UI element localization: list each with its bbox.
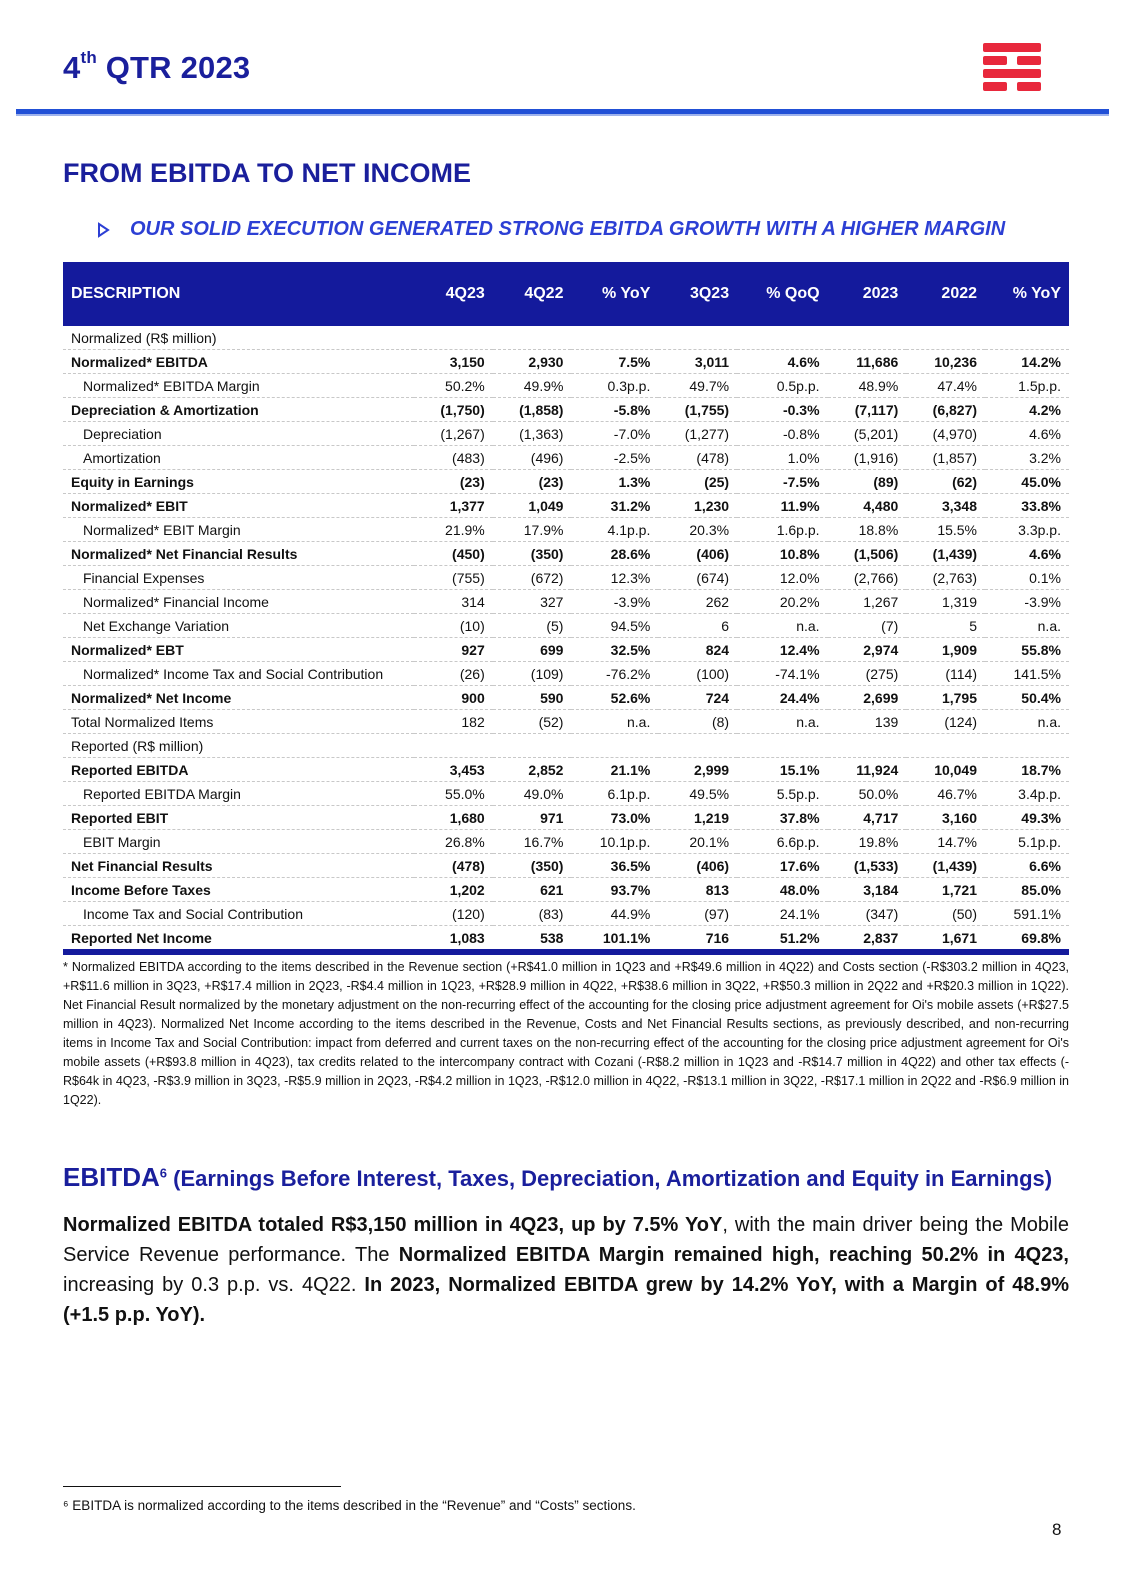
- table-cell: 2,999: [658, 758, 737, 782]
- table-cell: 10.8%: [737, 542, 827, 566]
- table-cell: 141.5%: [985, 662, 1069, 686]
- table-cell: (483): [414, 446, 493, 470]
- row-label: Normalized* EBITDA Margin: [63, 374, 414, 398]
- table-cell: 14.2%: [985, 350, 1069, 374]
- table-cell: 11,924: [828, 758, 907, 782]
- table-cell: 824: [658, 638, 737, 662]
- table-cell: 49.3%: [985, 806, 1069, 830]
- table-row: [63, 686, 1069, 710]
- row-label: Normalized* Income Tax and Social Contribution: [63, 662, 414, 686]
- table-row: [63, 422, 1069, 446]
- table-cell: (672): [493, 566, 572, 590]
- table-cell: 36.5%: [571, 854, 658, 878]
- table-cell: 699: [493, 638, 572, 662]
- table-cell: 49.0%: [493, 782, 572, 806]
- table-cell: n.a.: [571, 710, 658, 734]
- highlight-bullet: [96, 218, 1005, 241]
- table-cell: 327: [493, 590, 572, 614]
- table-cell: 1,721: [906, 878, 985, 902]
- table-cell: 4.1p.p.: [571, 518, 658, 542]
- table-cell: 1.6p.p.: [737, 518, 827, 542]
- table-cell: 139: [828, 710, 907, 734]
- table-cell: -3.9%: [571, 590, 658, 614]
- page-number: 8: [1052, 1520, 1062, 1539]
- table-cell: (1,277): [658, 422, 737, 446]
- table-cell: 2,699: [828, 686, 907, 710]
- row-label: Reported EBITDA Margin: [63, 782, 414, 806]
- row-label: Normalized* Financial Income: [63, 590, 414, 614]
- table-cell: n.a.: [737, 614, 827, 638]
- table-cell: 2,837: [828, 926, 907, 953]
- table-cell: 1,083: [414, 926, 493, 953]
- table-cell: 48.0%: [737, 878, 827, 902]
- table-cell: (350): [493, 542, 572, 566]
- table-cell: [571, 326, 658, 350]
- table-row: [63, 542, 1069, 566]
- table-row: [63, 398, 1069, 422]
- table-cell: 49.7%: [658, 374, 737, 398]
- table-cell: 1,795: [906, 686, 985, 710]
- table-cell: 12.0%: [737, 566, 827, 590]
- table-cell: 24.1%: [737, 902, 827, 926]
- table-row: [63, 662, 1069, 686]
- table-row: [63, 902, 1069, 926]
- table-cell: 5.5p.p.: [737, 782, 827, 806]
- table-cell: 10,049: [906, 758, 985, 782]
- ebitda-section-title: EBITDA$^6$ (Earnings Before Interest, Taxes, Depreciation, Amortization and Equity in Earnings): [63, 1162, 1053, 1192]
- table-cell: 1,202: [414, 878, 493, 902]
- table-cell: 19.8%: [828, 830, 907, 854]
- table-cell: (755): [414, 566, 493, 590]
- table-cell: n.a.: [737, 710, 827, 734]
- chevron-right-icon: [96, 222, 112, 238]
- table-cell: 10,236: [906, 350, 985, 374]
- table-cell: 21.9%: [414, 518, 493, 542]
- table-row: [63, 374, 1069, 398]
- table-cell: 1,230: [658, 494, 737, 518]
- table-cell: 18.7%: [985, 758, 1069, 782]
- table-cell: n.a.: [985, 710, 1069, 734]
- table-cell: 1.5p.p.: [985, 374, 1069, 398]
- table-cell: (23): [414, 470, 493, 494]
- table-cell: 971: [493, 806, 572, 830]
- table-cell: (7,117): [828, 398, 907, 422]
- table-cell: 3.3p.p.: [985, 518, 1069, 542]
- table-cell: 15.5%: [906, 518, 985, 542]
- table-cell: 6.6%: [985, 854, 1069, 878]
- table-cell: [414, 326, 493, 350]
- table-cell: 69.8%: [985, 926, 1069, 953]
- table-cell: (450): [414, 542, 493, 566]
- table-cell: (1,267): [414, 422, 493, 446]
- row-label: Reported (R$ million): [63, 734, 414, 758]
- table-cell: (1,506): [828, 542, 907, 566]
- table-cell: 10.1p.p.: [571, 830, 658, 854]
- table-cell: (478): [658, 446, 737, 470]
- table-cell: 2,930: [493, 350, 572, 374]
- row-label: Total Normalized Items: [63, 710, 414, 734]
- table-cell: (83): [493, 902, 572, 926]
- table-cell: 18.8%: [828, 518, 907, 542]
- table-cell: 47.4%: [906, 374, 985, 398]
- table-cell: 4.6%: [737, 350, 827, 374]
- table-cell: (347): [828, 902, 907, 926]
- table-footnote: * Normalized EBITDA according to the items described in the Revenue section (+R$41.0 million in 1Q23 and +R$49.6 million in 4Q22) and Costs section (-R$303.2 million in 4Q23, +R$11.6 million in 3Q23, +R$17.4 million in 2Q23, -R$4.4 million in 1Q23, +R$28.9 million in 4Q22, +R$38.6 million in 3Q22, +R$50.3 million in 2Q22 and +R$20.3 million in 1Q22). Net Financial Result normalized by the monetary adjustment on the non-recurring effect of the accounting for the closing price adjustment agreement for Oi's mobile assets (+R$27.5 million in 4Q23). Normalized Net Income according to the items described in the Revenue, Costs and Net Financial Results sections, as previously described, and non-recurring items in Income Tax and Social Contribution: impact from deferred and current taxes on the non-recurring effect of the accounting for the closing price adjustment agreement for Oi's mobile assets (+R$93.8 million in 4Q23), tax credits related to the intercompany contract with Cozani (-R$8.2 million in 1Q23 and -R$14.7 million in 4Q22) and other tax effects (-R$64k in 4Q23, -R$3.9 million in 3Q23, -R$5.9 million in 2Q23, -R$4.2 million in 1Q23, -R$12.0 million in 4Q22, -R$13.1 million in 3Q22, -R$17.1 million in 2Q22 and -R$6.9 million in 1Q22).: [63, 960, 1069, 1107]
- table-cell: 37.8%: [737, 806, 827, 830]
- row-label: Net Financial Results: [63, 854, 414, 878]
- table-cell: [737, 734, 827, 758]
- table-cell: 3,348: [906, 494, 985, 518]
- table-cell: [658, 734, 737, 758]
- table-cell: -74.1%: [737, 662, 827, 686]
- table-cell: [658, 326, 737, 350]
- table-header-row: [63, 262, 1069, 326]
- table-cell: [493, 734, 572, 758]
- table-cell: (406): [658, 542, 737, 566]
- table-cell: 6.6p.p.: [737, 830, 827, 854]
- table-cell: 31.2%: [571, 494, 658, 518]
- table-row: [63, 926, 1069, 953]
- report-period-title: 4th QTR 2023: [63, 47, 251, 85]
- table-cell: (7): [828, 614, 907, 638]
- table-cell: -7.0%: [571, 422, 658, 446]
- ebitda-to-net-income-table: [63, 262, 1069, 955]
- table-cell: (674): [658, 566, 737, 590]
- table-cell: 3,160: [906, 806, 985, 830]
- table-cell: [985, 734, 1069, 758]
- table-cell: (89): [828, 470, 907, 494]
- table-row: [63, 350, 1069, 374]
- table-cell: 5: [906, 614, 985, 638]
- table-cell: 15.1%: [737, 758, 827, 782]
- column-header: 4Q23: [414, 262, 493, 326]
- table-cell: 20.1%: [658, 830, 737, 854]
- table-cell: (109): [493, 662, 572, 686]
- table-cell: 6: [658, 614, 737, 638]
- table-cell: 0.1%: [985, 566, 1069, 590]
- table-row: [63, 710, 1069, 734]
- table-cell: (25): [658, 470, 737, 494]
- table-cell: (275): [828, 662, 907, 686]
- table-cell: 590: [493, 686, 572, 710]
- column-header: 2023: [828, 262, 907, 326]
- table-cell: -0.3%: [737, 398, 827, 422]
- table-cell: 900: [414, 686, 493, 710]
- table-cell: 48.9%: [828, 374, 907, 398]
- table-cell: (1,533): [828, 854, 907, 878]
- table-cell: (52): [493, 710, 572, 734]
- table-cell: 724: [658, 686, 737, 710]
- table-cell: (6,827): [906, 398, 985, 422]
- table-cell: 20.3%: [658, 518, 737, 542]
- table-cell: 538: [493, 926, 572, 953]
- table-cell: (23): [493, 470, 572, 494]
- table-cell: 4,717: [828, 806, 907, 830]
- page-footnote: ⁶ EBITDA is normalized according to the items described in the “Revenue” and “Costs” sections.: [63, 1498, 636, 1513]
- table-row: [63, 614, 1069, 638]
- table-cell: [571, 734, 658, 758]
- section-row: [63, 734, 1069, 758]
- section-row: [63, 326, 1069, 350]
- table-cell: [906, 326, 985, 350]
- table-cell: 4.6%: [985, 422, 1069, 446]
- row-label: Normalized* EBIT: [63, 494, 414, 518]
- row-label: Normalized* EBT: [63, 638, 414, 662]
- table-cell: 314: [414, 590, 493, 614]
- table-cell: (2,763): [906, 566, 985, 590]
- column-header: % QoQ: [737, 262, 827, 326]
- table-cell: 46.7%: [906, 782, 985, 806]
- column-header: % YoY: [985, 262, 1069, 326]
- table-cell: [985, 326, 1069, 350]
- table-cell: 1,049: [493, 494, 572, 518]
- table-cell: (62): [906, 470, 985, 494]
- table-cell: 101.1%: [571, 926, 658, 953]
- row-label: Normalized* EBIT Margin: [63, 518, 414, 542]
- column-header: 3Q23: [658, 262, 737, 326]
- table-cell: 21.1%: [571, 758, 658, 782]
- table-cell: 2,974: [828, 638, 907, 662]
- row-label: EBIT Margin: [63, 830, 414, 854]
- table-cell: (26): [414, 662, 493, 686]
- table-row: [63, 518, 1069, 542]
- table-row: [63, 470, 1069, 494]
- table-cell: (50): [906, 902, 985, 926]
- table-cell: 3,453: [414, 758, 493, 782]
- table-cell: -7.5%: [737, 470, 827, 494]
- row-label: Normalized* Net Financial Results: [63, 542, 414, 566]
- table-row: [63, 638, 1069, 662]
- highlight-text: OUR SOLID EXECUTION GENERATED STRONG EBITDA GROWTH WITH A HIGHER MARGIN: [130, 218, 1006, 240]
- table-cell: -76.2%: [571, 662, 658, 686]
- table-cell: (478): [414, 854, 493, 878]
- table-cell: (1,755): [658, 398, 737, 422]
- row-label: Normalized* Net Income: [63, 686, 414, 710]
- table-cell: (2,766): [828, 566, 907, 590]
- table-cell: (120): [414, 902, 493, 926]
- table-cell: 591.1%: [985, 902, 1069, 926]
- table-cell: 49.9%: [493, 374, 572, 398]
- table-cell: 7.5%: [571, 350, 658, 374]
- table-cell: 1,377: [414, 494, 493, 518]
- table-cell: 262: [658, 590, 737, 614]
- table-cell: 50.4%: [985, 686, 1069, 710]
- row-label: Financial Expenses: [63, 566, 414, 590]
- table-cell: (97): [658, 902, 737, 926]
- table-cell: (496): [493, 446, 572, 470]
- table-cell: 49.5%: [658, 782, 737, 806]
- table-cell: 1,219: [658, 806, 737, 830]
- table-cell: (1,750): [414, 398, 493, 422]
- table-cell: [828, 326, 907, 350]
- table-cell: 0.3p.p.: [571, 374, 658, 398]
- table-cell: n.a.: [985, 614, 1069, 638]
- row-label: Amortization: [63, 446, 414, 470]
- table-row: [63, 590, 1069, 614]
- table-cell: -5.8%: [571, 398, 658, 422]
- table-cell: 1,909: [906, 638, 985, 662]
- table-cell: (114): [906, 662, 985, 686]
- table-cell: 94.5%: [571, 614, 658, 638]
- column-header: % YoY: [571, 262, 658, 326]
- table-cell: (350): [493, 854, 572, 878]
- table-cell: 12.3%: [571, 566, 658, 590]
- table-row: [63, 566, 1069, 590]
- table-cell: 17.9%: [493, 518, 572, 542]
- table-cell: 1,267: [828, 590, 907, 614]
- column-header: DESCRIPTION: [63, 262, 414, 326]
- table-cell: 6.1p.p.: [571, 782, 658, 806]
- row-label: Depreciation & Amortization: [63, 398, 414, 422]
- table-cell: (5): [493, 614, 572, 638]
- column-header: 2022: [906, 262, 985, 326]
- table-cell: 1.0%: [737, 446, 827, 470]
- table-cell: 621: [493, 878, 572, 902]
- table-cell: 3,011: [658, 350, 737, 374]
- row-label: Income Tax and Social Contribution: [63, 902, 414, 926]
- table-cell: 1,671: [906, 926, 985, 953]
- table-cell: [828, 734, 907, 758]
- column-header: 4Q22: [493, 262, 572, 326]
- table-cell: 32.5%: [571, 638, 658, 662]
- table-cell: (1,857): [906, 446, 985, 470]
- table-row: [63, 830, 1069, 854]
- table-cell: (1,858): [493, 398, 572, 422]
- row-label: Normalized (R$ million): [63, 326, 414, 350]
- row-label: Equity in Earnings: [63, 470, 414, 494]
- table-cell: 16.7%: [493, 830, 572, 854]
- row-label: Normalized* EBITDA: [63, 350, 414, 374]
- table-cell: (1,363): [493, 422, 572, 446]
- table-cell: 1.3%: [571, 470, 658, 494]
- table-cell: (8): [658, 710, 737, 734]
- row-label: Reported EBIT: [63, 806, 414, 830]
- table-cell: 11.9%: [737, 494, 827, 518]
- table-cell: 45.0%: [985, 470, 1069, 494]
- table-cell: (100): [658, 662, 737, 686]
- company-logo-icon: [983, 43, 1041, 91]
- table-cell: 3.2%: [985, 446, 1069, 470]
- footnote-divider: [63, 1486, 341, 1487]
- table-cell: (1,439): [906, 542, 985, 566]
- table-cell: -0.8%: [737, 422, 827, 446]
- table-row: [63, 758, 1069, 782]
- table-cell: 3,184: [828, 878, 907, 902]
- table-cell: 3,150: [414, 350, 493, 374]
- table-cell: (10): [414, 614, 493, 638]
- table-cell: 73.0%: [571, 806, 658, 830]
- row-label: Reported Net Income: [63, 926, 414, 953]
- table-cell: [493, 326, 572, 350]
- table-cell: 2,852: [493, 758, 572, 782]
- table-row: [63, 806, 1069, 830]
- table-cell: (406): [658, 854, 737, 878]
- table-cell: 85.0%: [985, 878, 1069, 902]
- table-cell: 44.9%: [571, 902, 658, 926]
- table-cell: 11,686: [828, 350, 907, 374]
- table-cell: 55.8%: [985, 638, 1069, 662]
- table-cell: 1,680: [414, 806, 493, 830]
- table-cell: 14.7%: [906, 830, 985, 854]
- table-cell: [414, 734, 493, 758]
- table-cell: -2.5%: [571, 446, 658, 470]
- table-row: [63, 854, 1069, 878]
- table-cell: 1,319: [906, 590, 985, 614]
- table-cell: 52.6%: [571, 686, 658, 710]
- table-cell: 28.6%: [571, 542, 658, 566]
- table-cell: (5,201): [828, 422, 907, 446]
- row-label: Reported EBITDA: [63, 758, 414, 782]
- row-label: Depreciation: [63, 422, 414, 446]
- table-cell: 50.0%: [828, 782, 907, 806]
- table-row: [63, 782, 1069, 806]
- table-cell: 55.0%: [414, 782, 493, 806]
- row-label: Income Before Taxes: [63, 878, 414, 902]
- table-cell: 813: [658, 878, 737, 902]
- table-cell: 716: [658, 926, 737, 953]
- table-cell: 50.2%: [414, 374, 493, 398]
- table-cell: 93.7%: [571, 878, 658, 902]
- table-cell: 927: [414, 638, 493, 662]
- table-cell: (4,970): [906, 422, 985, 446]
- header-divider-shadow: [16, 114, 1109, 116]
- table-cell: 3.4p.p.: [985, 782, 1069, 806]
- table-cell: 182: [414, 710, 493, 734]
- table-cell: 26.8%: [414, 830, 493, 854]
- table-cell: [737, 326, 827, 350]
- table-cell: [906, 734, 985, 758]
- table-cell: (1,916): [828, 446, 907, 470]
- table-cell: 24.4%: [737, 686, 827, 710]
- table-row: [63, 878, 1069, 902]
- table-cell: 12.4%: [737, 638, 827, 662]
- ebitda-paragraph: Normalized EBITDA totaled R$3,150 million in 4Q23, up by 7.5% YoY, with the main driver being the Mobile Service Revenue performance. The Normalized EBITDA Margin remained high, reaching 50.2% in 4Q23, increasing by 0.3 p.p. vs. 4Q22. In 2023, Normalized EBITDA grew by 14.2% YoY, with a Margin of 48.9% (+1.5 p.p. YoY).: [63, 1214, 1069, 1326]
- table-cell: -3.9%: [985, 590, 1069, 614]
- section-title: FROM EBITDA TO NET INCOME: [63, 158, 471, 188]
- table-cell: (1,439): [906, 854, 985, 878]
- table-row: [63, 446, 1069, 470]
- table-cell: 4,480: [828, 494, 907, 518]
- table-cell: 4.6%: [985, 542, 1069, 566]
- table-cell: 4.2%: [985, 398, 1069, 422]
- table-cell: (124): [906, 710, 985, 734]
- row-label: Net Exchange Variation: [63, 614, 414, 638]
- table-cell: 0.5p.p.: [737, 374, 827, 398]
- table-cell: 51.2%: [737, 926, 827, 953]
- table-cell: 20.2%: [737, 590, 827, 614]
- table-cell: 17.6%: [737, 854, 827, 878]
- table-cell: 5.1p.p.: [985, 830, 1069, 854]
- table-row: [63, 494, 1069, 518]
- table-cell: 33.8%: [985, 494, 1069, 518]
